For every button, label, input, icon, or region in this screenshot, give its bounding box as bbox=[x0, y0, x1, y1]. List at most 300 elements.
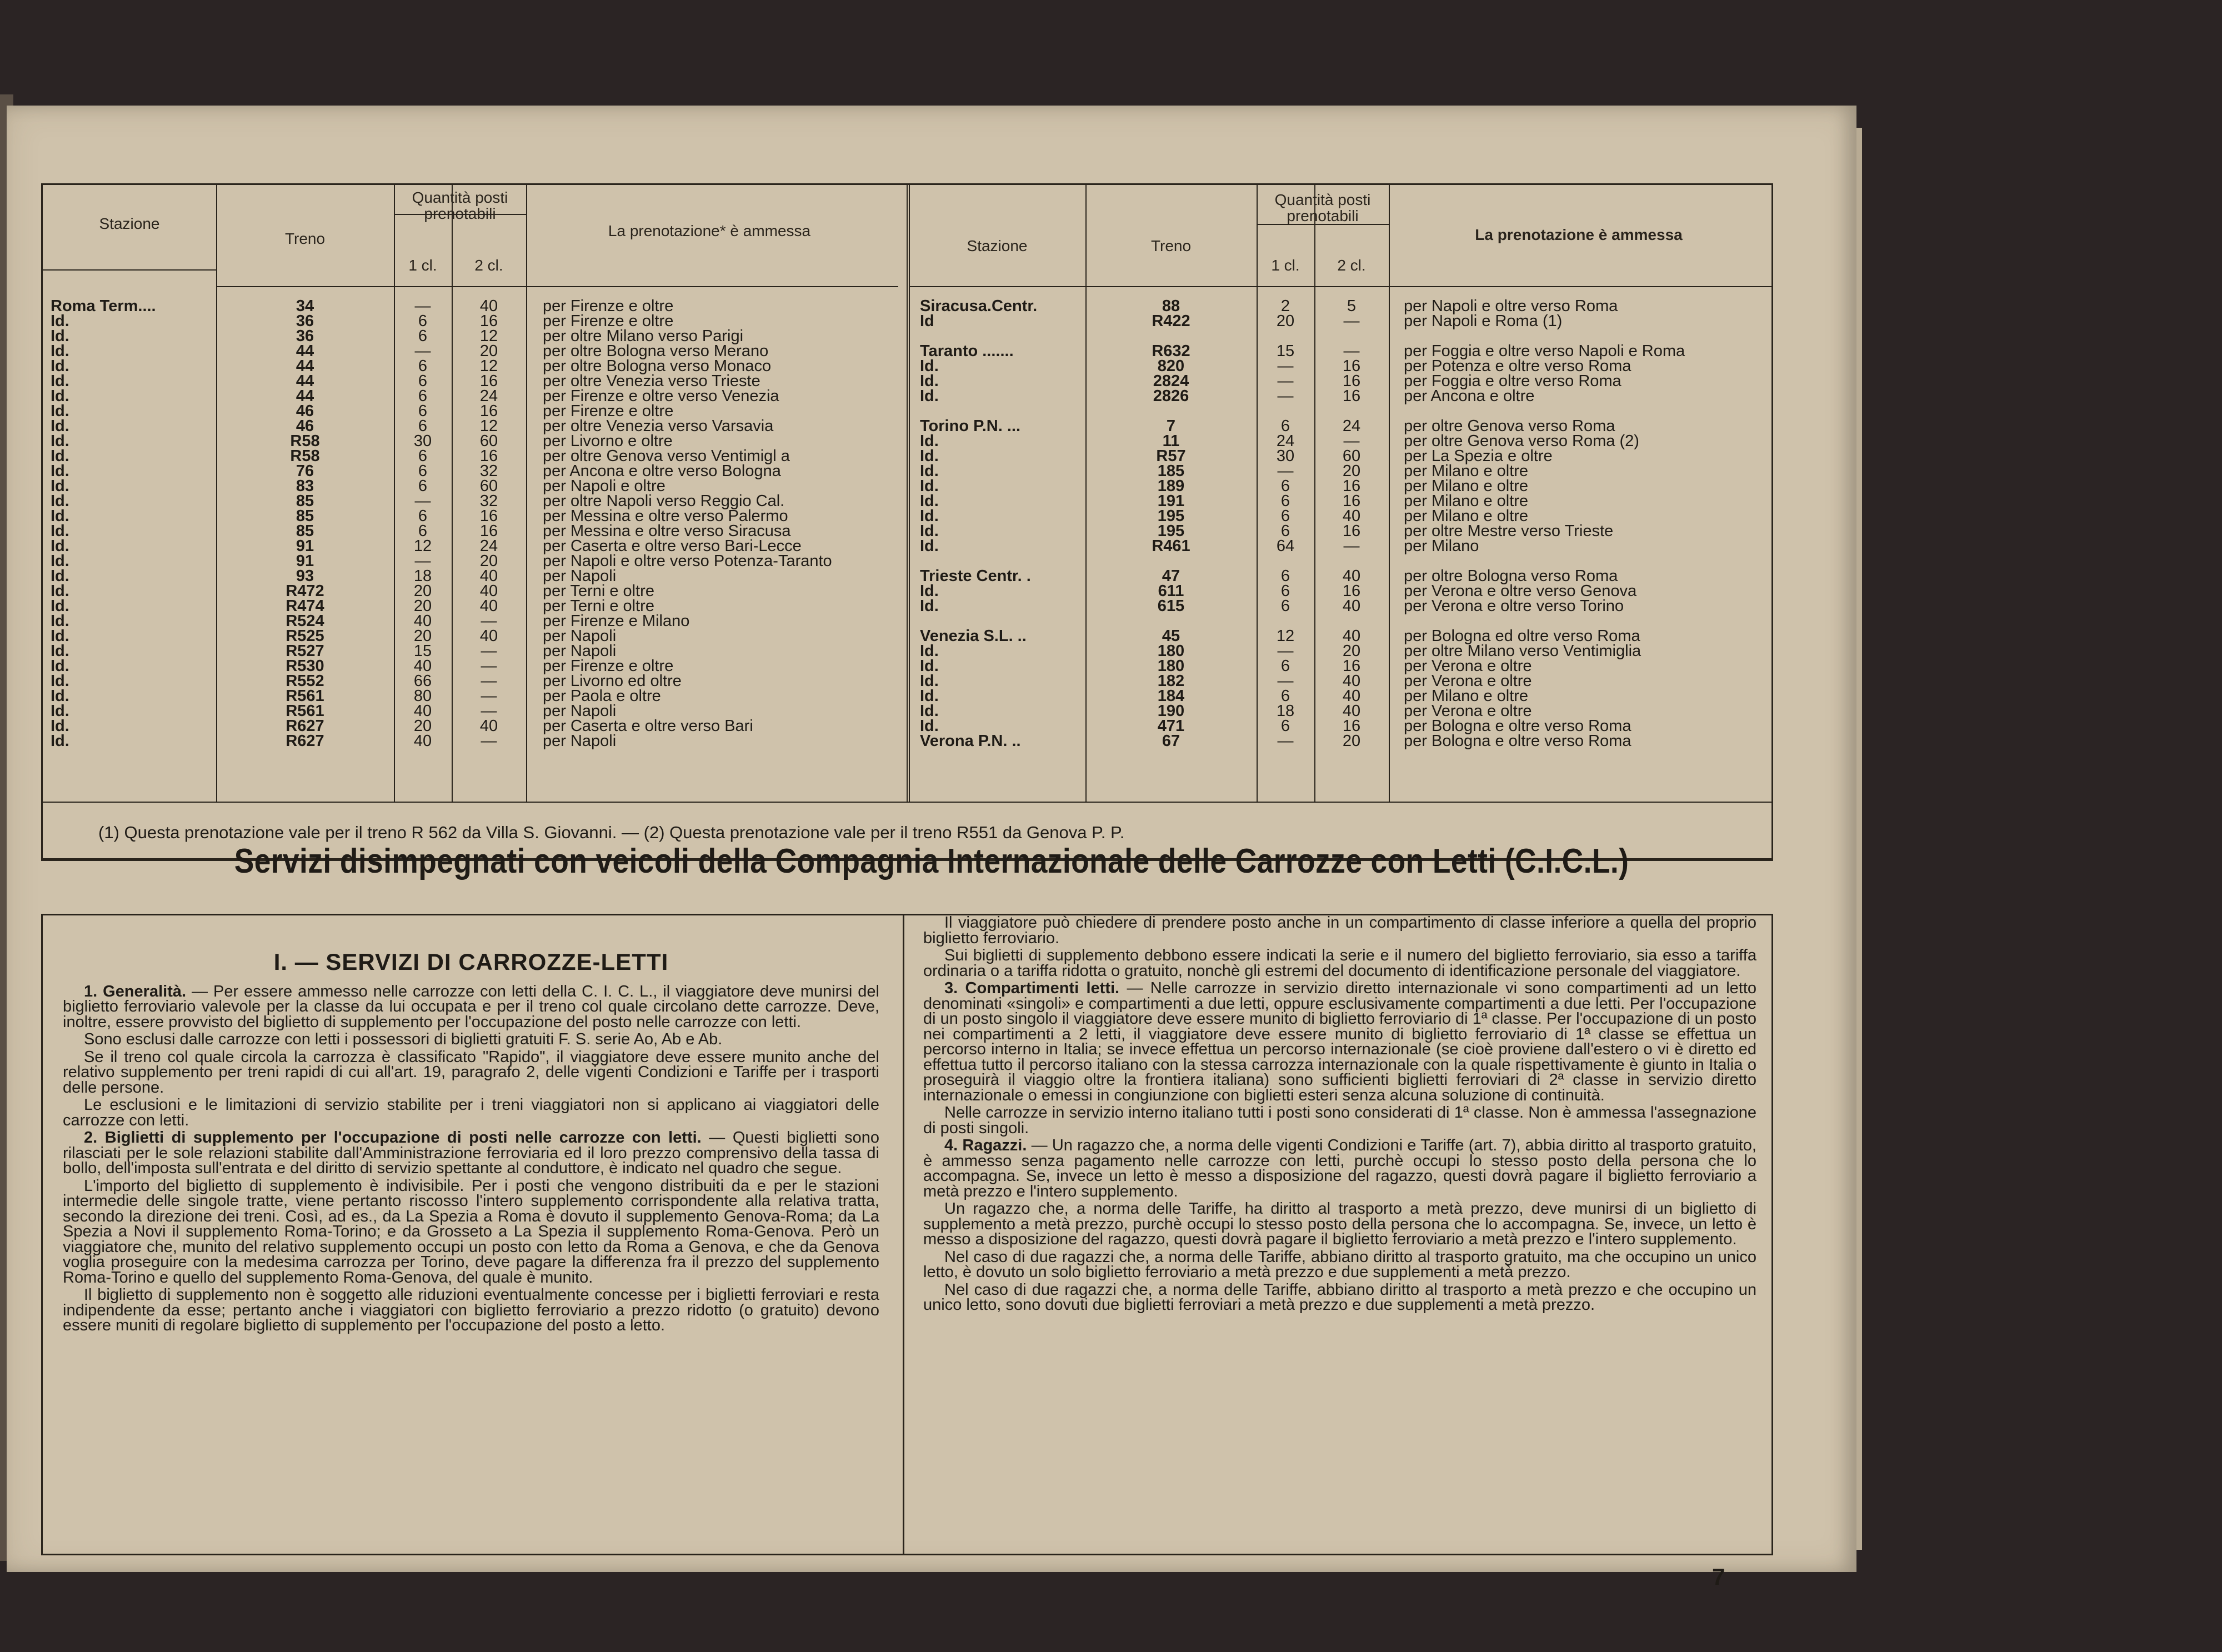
paragraph-heading: 2. Biglietti di supplemento per l'occupazione di posti nelle carrozze con letti. bbox=[84, 1129, 702, 1147]
first-class-cell: 6 bbox=[1280, 477, 1290, 495]
station-cell: Id. bbox=[51, 492, 69, 510]
first-class-cell bbox=[1257, 404, 1314, 419]
second-class-cell: 40 bbox=[479, 582, 498, 600]
train-cell: 88 bbox=[1162, 297, 1180, 315]
first-class-cell: 20 bbox=[413, 627, 432, 645]
station-cell: Id. bbox=[920, 702, 939, 720]
second-class-cell: 20 bbox=[1342, 642, 1361, 660]
first-class-cell: — bbox=[1277, 672, 1294, 690]
train-cell: R527 bbox=[286, 642, 324, 660]
train-cell bbox=[1085, 614, 1257, 629]
second-class-cell: 40 bbox=[479, 717, 498, 735]
station-cell: Id. bbox=[51, 312, 69, 330]
second-class-cell: — bbox=[481, 642, 497, 660]
station-cell: Id. bbox=[920, 372, 939, 390]
first-class-cell: — bbox=[1277, 357, 1294, 375]
destination-cell: per oltre Venezia verso Trieste bbox=[543, 372, 760, 390]
train-cell: 615 bbox=[1157, 597, 1185, 615]
destination-cell: per oltre Bologna verso Merano bbox=[543, 342, 769, 360]
second-class-cell: 40 bbox=[1342, 507, 1361, 525]
destination-cell: per Napoli e oltre bbox=[543, 477, 665, 495]
paragraph bbox=[923, 1202, 1756, 1248]
train-cell: 83 bbox=[296, 477, 314, 495]
second-class-cell: 16 bbox=[479, 522, 498, 540]
paragraph-text: — Questi biglietti sono rilasciati per le sole relazioni stabilite dall'Amministrazione ferroviaria ed il loro prezzo comprensivo della tassa di bollo, dell'imposta sull'entrata e del diritto di servizio spettante al conduttore, è indicato nel quadro che segue. bbox=[63, 1129, 879, 1177]
train-cell: 45 bbox=[1162, 627, 1180, 645]
header-treno: Treno bbox=[1150, 237, 1192, 254]
column-divider bbox=[526, 185, 527, 802]
second-class-cell: — bbox=[1343, 432, 1360, 450]
first-class-cell: — bbox=[1277, 387, 1294, 405]
paragraph bbox=[923, 1138, 1756, 1199]
station-cell: Id. bbox=[920, 537, 939, 555]
second-class-cell: 16 bbox=[1342, 657, 1361, 675]
first-class-cell: — bbox=[1277, 642, 1294, 660]
second-class-cell: 16 bbox=[479, 447, 498, 465]
paragraph-text: Il biglietto di supplemento non è soggetto alle riduzioni eventualmente concesse per i biglietti ferroviari e resta indipendente da esse; pertanto anche i viaggiatori con biglietto ferroviario a prezzo ridotto (o gratuito) devono essere muniti di regolare biglietto di supplemento per l'occupazione del posto a letto. bbox=[63, 1286, 879, 1334]
first-class-cell: — bbox=[414, 342, 431, 360]
station-cell: Id. bbox=[51, 327, 69, 345]
station-cell: Id. bbox=[51, 507, 69, 525]
second-class-cell: 16 bbox=[1342, 372, 1361, 390]
paragraph bbox=[63, 1050, 879, 1096]
header-prenotazione: La prenotazione è ammessa bbox=[1475, 226, 1683, 243]
paragraph-text: L'importo del biglietto di supplemento è indivisibile. Per i posti che vengono distribuiti da e per le stazioni intermedie delle singole tratte, viene pertanto riscosso l'intero supplemento corrispondente alla relativa tratta, secondo la direzione dei treni. Così, ad es., da La Spezia a Roma è dovuto il supplemento Genova-Roma; da La Spezia a Novi il supplemento Roma-Torino; e da Grosseto a La Spezia il supplemento Roma-Genova. Però un viaggiatore che, munito del relativo supplemento occupi un posto con letto da Roma a Genova, e che da Genova voglia proseguire con la medesima carrozza per Torino, deve pagare la differenza fra il prezzo del supplemento Roma-Torino e quello del supplemento Roma-Genova, del quale è munito. bbox=[63, 1177, 879, 1286]
train-cell: 36 bbox=[296, 327, 314, 345]
paragraph-text: Se il treno col quale circola la carrozza è classificato "Rapido", il viaggiatore deve essere munito anche del relativo supplemento per treni rapidi di cui all'art. 19, paragrafo 2, delle vigenti Condizioni e Tariffe per i trasporti delle persone. bbox=[63, 1048, 879, 1097]
station-cell: Id. bbox=[920, 657, 939, 675]
timetable-left bbox=[43, 185, 898, 802]
header-cl1: 1 cl. bbox=[408, 257, 437, 274]
second-class-cell: 16 bbox=[479, 312, 498, 330]
train-cell: R524 bbox=[286, 612, 324, 630]
first-class-cell: 6 bbox=[418, 357, 428, 375]
station-cell: Id. bbox=[51, 357, 69, 375]
train-cell: R561 bbox=[286, 702, 324, 720]
destination-cell: per oltre Bologna verso Monaco bbox=[543, 357, 772, 375]
train-cell: R461 bbox=[1152, 537, 1190, 555]
destination-cell: per Verona e oltre bbox=[1404, 657, 1532, 675]
first-class-cell: 40 bbox=[413, 612, 432, 630]
train-cell: R632 bbox=[1152, 342, 1190, 360]
second-class-cell: — bbox=[481, 687, 497, 705]
header-rule bbox=[1257, 286, 1773, 287]
destination-cell: per Firenze e oltre verso Venezia bbox=[543, 387, 779, 405]
second-class-cell: 24 bbox=[1342, 417, 1361, 435]
first-class-cell: 66 bbox=[413, 672, 432, 690]
page-number: 7 bbox=[1712, 1564, 1725, 1590]
train-cell: 191 bbox=[1157, 492, 1185, 510]
first-class-cell: 15 bbox=[1276, 342, 1295, 360]
first-class-cell: 6 bbox=[1280, 717, 1290, 735]
destination-cell: per Messina e oltre verso Palermo bbox=[543, 507, 788, 525]
destination-cell: per Milano e oltre bbox=[1404, 687, 1529, 705]
destination-cell: per oltre Venezia verso Varsavia bbox=[543, 417, 774, 435]
second-class-cell: 5 bbox=[1347, 297, 1357, 315]
destination-cell: per oltre Milano verso Ventimiglia bbox=[1404, 642, 1642, 660]
paragraph bbox=[923, 981, 1756, 1103]
destination-cell: per oltre Genova verso Roma bbox=[1404, 417, 1615, 435]
station-cell: Id. bbox=[51, 417, 69, 435]
timetable-right bbox=[907, 185, 1773, 802]
second-class-cell: 16 bbox=[1342, 582, 1361, 600]
destination-cell: per Firenze e Milano bbox=[543, 612, 690, 630]
first-class-cell: 6 bbox=[418, 402, 428, 420]
station-cell: Torino P.N. ... bbox=[920, 417, 1020, 435]
train-cell: R422 bbox=[1152, 312, 1190, 330]
destination-cell: per Caserta e oltre verso Bari-Lecce bbox=[543, 537, 802, 555]
second-class-cell: 20 bbox=[1342, 732, 1361, 750]
paragraph bbox=[923, 1250, 1756, 1280]
train-cell: 85 bbox=[296, 507, 314, 525]
second-class-cell: 40 bbox=[1342, 627, 1361, 645]
first-class-cell: 6 bbox=[418, 387, 428, 405]
first-class-cell bbox=[1257, 329, 1314, 344]
station-cell: Id bbox=[920, 312, 934, 330]
station-cell: Id. bbox=[920, 462, 939, 480]
destination-cell: per Firenze e oltre bbox=[543, 402, 674, 420]
column-divider bbox=[903, 915, 904, 1554]
second-class-cell: 40 bbox=[1342, 687, 1361, 705]
station-cell: Id. bbox=[51, 342, 69, 360]
destination-cell: per Foggia e oltre verso Roma bbox=[1404, 372, 1622, 390]
train-cell: 190 bbox=[1157, 702, 1185, 720]
destination-cell: per Verona e oltre verso Genova bbox=[1404, 582, 1637, 600]
station-cell: Id. bbox=[920, 447, 939, 465]
station-cell: Id. bbox=[920, 717, 939, 735]
destination-cell: per Milano e oltre bbox=[1404, 492, 1529, 510]
first-class-cell: 40 bbox=[413, 657, 432, 675]
destination-cell: per Verona e oltre bbox=[1404, 672, 1532, 690]
train-cell: 46 bbox=[296, 417, 314, 435]
train-cell: 44 bbox=[296, 387, 314, 405]
first-class-cell: 6 bbox=[1280, 507, 1290, 525]
second-class-cell: 24 bbox=[479, 537, 498, 555]
destination-cell: per Milano bbox=[1404, 537, 1479, 555]
train-cell: 195 bbox=[1157, 522, 1185, 540]
paragraph-text: Il viaggiatore può chiedere di prendere posto anche in un compartimento di classe inferiore a quella del proprio biglietto ferroviario. bbox=[923, 914, 1756, 947]
first-class-cell: 18 bbox=[1276, 702, 1295, 720]
second-class-cell: — bbox=[481, 657, 497, 675]
train-cell: 44 bbox=[296, 342, 314, 360]
train-cell: R530 bbox=[286, 657, 324, 675]
station-cell: Id. bbox=[920, 672, 939, 690]
second-class-cell: 40 bbox=[1342, 672, 1361, 690]
second-class-cell: 16 bbox=[479, 372, 498, 390]
destination-cell: per Milano e oltre bbox=[1404, 477, 1529, 495]
second-class-cell: — bbox=[1343, 342, 1360, 360]
header-prenotazione: La prenotazione* è ammessa bbox=[608, 222, 811, 239]
first-class-cell: 6 bbox=[1280, 522, 1290, 540]
second-class-cell: 40 bbox=[1342, 597, 1361, 615]
station-cell: Verona P.N. .. bbox=[920, 732, 1021, 750]
paragraph-text: — Nelle carrozze in servizio diretto internazionale vi sono compartimenti ad un letto denominati «singoli» e compartimenti a due letti, oppure esclusivamente compartimenti a due letti. Per l'occupazione di un posto singolo il viaggiatore deve essere munito di biglietto ferroviario di 1ª classe. Per l'occupazione di un posto nei compartimenti a 2 letti, il viaggiatore deve essere munito di biglietto ferroviario di 1ª classe se effettua un percorso interno in Italia; se invece effettua un percorso internazionale (se cioè proviene dall'estero o vi è diretto ed effettua tutto il percorso italiano con la stessa carrozza internazionale con la quale rispettivamente è giunto in Italia o proseguirà il viaggio oltre la frontiera italiana) sono sufficienti biglietti ferroviari di 2ª classe in servizio diretto internazionale o emessi in congiunzione con biglietti esteri senza alcuna soluzione di continuità. bbox=[923, 979, 1757, 1104]
table-footnote: (1) Questa prenotazione vale per il treno R 562 da Villa S. Giovanni. — (2) Questa prenotazione vale per il treno R551 da Genova P. P. bbox=[98, 823, 1125, 842]
station-cell: Id. bbox=[51, 672, 69, 690]
paragraph-text: Sono esclusi dalle carrozze con letti i possessori di biglietti gratuiti F. S. serie Ao, Ab e Ab. bbox=[84, 1030, 723, 1048]
first-class-cell: 6 bbox=[1280, 582, 1290, 600]
station-cell: Id. bbox=[51, 462, 69, 480]
paragraph bbox=[923, 915, 1756, 946]
destination-cell: per Foggia e oltre verso Napoli e Roma bbox=[1404, 342, 1685, 360]
first-class-cell: 20 bbox=[1276, 312, 1295, 330]
second-class-cell: 16 bbox=[479, 402, 498, 420]
header-rule bbox=[43, 269, 216, 271]
train-cell: 91 bbox=[296, 552, 314, 570]
column-divider bbox=[907, 185, 908, 802]
second-class-cell: 40 bbox=[1342, 567, 1361, 585]
first-class-cell: — bbox=[1277, 372, 1294, 390]
train-cell: 47 bbox=[1162, 567, 1180, 585]
first-class-cell: 6 bbox=[1280, 492, 1290, 510]
station-cell: Id. bbox=[51, 537, 69, 555]
second-class-cell: — bbox=[481, 612, 497, 630]
timetable bbox=[41, 183, 1773, 861]
paragraph-text: Un ragazzo che, a norma delle Tariffe, ha diritto al trasporto a metà prezzo, deve munirsi di un biglietto di supplemento a metà prezzo, purchè occupi lo stesso posto della persona che lo accompagna. Se, invece, un letto è messo a disposizione del ragazzo, questi dovrà pagare il biglietto ferroviario a metà prezzo e l'intero supplemento. bbox=[923, 1200, 1756, 1248]
train-cell: 185 bbox=[1157, 462, 1185, 480]
station-cell: Id. bbox=[51, 687, 69, 705]
station-cell: Id. bbox=[920, 522, 939, 540]
train-cell bbox=[1085, 329, 1257, 344]
destination-cell: per La Spezia e oltre bbox=[1404, 447, 1553, 465]
first-class-cell: 6 bbox=[418, 327, 428, 345]
first-class-cell: 30 bbox=[1276, 447, 1295, 465]
station-cell: Id. bbox=[920, 582, 939, 600]
first-class-cell: 40 bbox=[413, 732, 432, 750]
train-cell: 44 bbox=[296, 357, 314, 375]
left-paragraphs bbox=[63, 984, 879, 1334]
destination-cell: per Messina e oltre verso Siracusa bbox=[543, 522, 791, 540]
second-class-cell: 12 bbox=[479, 357, 498, 375]
station-cell: Id. bbox=[51, 582, 69, 600]
first-class-cell: 6 bbox=[1280, 417, 1290, 435]
station-cell: Id. bbox=[920, 477, 939, 495]
station-cell: Id. bbox=[51, 657, 69, 675]
train-cell: 85 bbox=[296, 492, 314, 510]
first-class-cell: — bbox=[414, 492, 431, 510]
subsection-title: I. — SERVIZI DI CARROZZE-LETTI bbox=[273, 949, 669, 975]
header-cl1: 1 cl. bbox=[1271, 257, 1300, 274]
first-class-cell bbox=[1257, 554, 1314, 569]
second-class-cell: 40 bbox=[479, 297, 498, 315]
destination-cell: per Milano e oltre bbox=[1404, 507, 1529, 525]
first-class-cell: — bbox=[1277, 732, 1294, 750]
second-class-cell: — bbox=[1343, 312, 1360, 330]
train-cell: 93 bbox=[296, 567, 314, 585]
second-class-cell: 24 bbox=[479, 387, 498, 405]
station-cell: Venezia S.L. .. bbox=[920, 627, 1027, 645]
first-class-cell: 6 bbox=[418, 522, 428, 540]
station-cell: Id. bbox=[51, 447, 69, 465]
train-cell: R58 bbox=[290, 447, 320, 465]
train-cell: 611 bbox=[1158, 582, 1184, 600]
destination-cell: per Livorno e oltre bbox=[543, 432, 673, 450]
paragraph bbox=[923, 1105, 1756, 1136]
second-class-cell: 60 bbox=[479, 432, 498, 450]
paragraph-text: — Per essere ammesso nelle carrozze con letti della C. I. C. L., il viaggiatore deve munirsi del biglietto ferroviario valevole per la classe da lui occupata e per il treno col quale circolano dette carrozze. Deve, inoltre, essere provvisto del biglietto di supplemento per l'occupazione del posto nelle carrozze con letti. bbox=[63, 982, 879, 1031]
second-class-cell: 16 bbox=[1342, 357, 1361, 375]
destination-cell: per Caserta e oltre verso Bari bbox=[543, 717, 753, 735]
paragraph-heading: 4. Ragazzi. bbox=[944, 1137, 1027, 1154]
first-class-cell: 6 bbox=[1280, 567, 1290, 585]
paragraph bbox=[923, 1280, 1756, 1314]
destination-cell: per Terni e oltre bbox=[543, 582, 654, 600]
first-class-cell: 6 bbox=[1280, 597, 1290, 615]
second-class-cell: 12 bbox=[479, 417, 498, 435]
first-class-cell: 12 bbox=[413, 537, 432, 555]
station-cell: Id. bbox=[51, 597, 69, 615]
first-class-cell: 20 bbox=[413, 582, 432, 600]
destination-cell: per oltre Genova verso Roma (2) bbox=[1404, 432, 1639, 450]
column-divider bbox=[909, 185, 910, 802]
second-class-cell bbox=[1314, 329, 1389, 344]
second-class-cell: — bbox=[481, 672, 497, 690]
paragraph-heading: 3. Compartimenti letti. bbox=[944, 979, 1120, 997]
station-cell: Id. bbox=[51, 402, 69, 420]
station-cell: Id. bbox=[920, 387, 939, 405]
train-cell: 85 bbox=[296, 522, 314, 540]
paragraph-text: — Un ragazzo che, a norma delle vigenti Condizioni e Tariffe (art. 7), abbia diritto al trasporto gratuito, è ammesso senza pagamento nelle carrozze con letti, purchè occupi lo stesso posto della persona che lo accompagna. Se, invece un letto è messo a disposizione del ragazzo, questi dovrà pagare il biglietto ferroviario a metà prezzo e l'intero supplemento. bbox=[923, 1137, 1756, 1200]
header-stazione: Stazione bbox=[99, 215, 160, 232]
second-class-cell bbox=[1314, 404, 1389, 419]
station-cell: Id. bbox=[51, 627, 69, 645]
header-cl2: 2 cl. bbox=[1337, 257, 1366, 274]
first-class-cell: 80 bbox=[413, 687, 432, 705]
destination-cell: per oltre Bologna verso Roma bbox=[1404, 567, 1618, 585]
first-class-cell bbox=[1257, 614, 1314, 629]
paragraph bbox=[63, 984, 879, 1030]
destination-cell: per Napoli bbox=[543, 627, 617, 645]
destination-cell: per Napoli bbox=[543, 567, 617, 585]
station-cell: Siracusa.Centr. bbox=[920, 297, 1038, 315]
first-class-cell: 40 bbox=[413, 702, 432, 720]
train-cell: R627 bbox=[286, 732, 324, 750]
destination-cell: per Napoli e oltre verso Potenza-Taranto bbox=[543, 552, 832, 570]
second-class-cell: 20 bbox=[479, 342, 498, 360]
paragraph bbox=[63, 1032, 879, 1048]
train-cell: 195 bbox=[1157, 507, 1185, 525]
station-cell: Id. bbox=[51, 732, 69, 750]
footer-rule bbox=[43, 802, 1771, 803]
train-cell: 820 bbox=[1157, 357, 1185, 375]
paragraph-text: Nel caso di due ragazzi che, a norma delle Tariffe, abbiano diritto al trasporto a metà prezzo e che occupino un unico letto, sono dovuti due biglietti ferroviari a metà prezzo e due supplementi a metà prezzo. bbox=[923, 1280, 1756, 1314]
paragraph-text: Nel caso di due ragazzi che, a norma delle Tariffe, abbiano diritto al trasporto gratuito, ma che occupino un unico letto, è dovuto un solo biglietto ferroviario a metà prezzo e due supplementi a metà prezzo. bbox=[923, 1248, 1756, 1281]
right-paragraphs bbox=[923, 915, 1756, 1313]
station-cell: Id. bbox=[920, 687, 939, 705]
train-cell: 46 bbox=[296, 402, 314, 420]
second-class-cell: 12 bbox=[479, 327, 498, 345]
destination-cell: per Verona e oltre bbox=[1404, 702, 1532, 720]
paragraph bbox=[63, 1130, 879, 1177]
second-class-cell: 16 bbox=[1342, 717, 1361, 735]
train-cell: R474 bbox=[286, 597, 324, 615]
train-cell: 36 bbox=[296, 312, 314, 330]
train-cell: R57 bbox=[1156, 447, 1186, 465]
paragraph bbox=[63, 1288, 879, 1334]
station-cell: Id. bbox=[51, 432, 69, 450]
destination-cell: per oltre Napoli verso Reggio Cal. bbox=[543, 492, 785, 510]
destination-cell: per Livorno ed oltre bbox=[543, 672, 682, 690]
destination-cell: per oltre Milano verso Parigi bbox=[543, 327, 744, 345]
station-cell: Id. bbox=[51, 522, 69, 540]
station-cell: Id. bbox=[920, 507, 939, 525]
train-cell: R552 bbox=[286, 672, 324, 690]
first-class-cell: 6 bbox=[418, 447, 428, 465]
text-section bbox=[41, 914, 1773, 1555]
train-cell bbox=[1085, 404, 1257, 419]
header-cl2: 2 cl. bbox=[474, 257, 503, 274]
station-cell: Id. bbox=[920, 357, 939, 375]
train-cell: 180 bbox=[1157, 642, 1185, 660]
second-class-cell: 40 bbox=[479, 627, 498, 645]
destination-cell: per oltre Genova verso Ventimigl a bbox=[543, 447, 790, 465]
first-class-cell: — bbox=[1277, 462, 1294, 480]
first-class-cell: 6 bbox=[418, 312, 428, 330]
destination-cell: per Ancona e oltre verso Bologna bbox=[543, 462, 781, 480]
first-class-cell: 2 bbox=[1280, 297, 1290, 315]
first-class-cell: 6 bbox=[1280, 687, 1290, 705]
train-cell: R58 bbox=[290, 432, 320, 450]
first-class-cell: 6 bbox=[418, 372, 428, 390]
first-class-cell: 6 bbox=[418, 462, 428, 480]
train-cell: 11 bbox=[1162, 432, 1180, 450]
destination-cell: per oltre Mestre verso Trieste bbox=[1404, 522, 1614, 540]
second-class-cell: 60 bbox=[1342, 447, 1361, 465]
header-stazione: Stazione bbox=[967, 237, 1028, 254]
first-class-cell: 15 bbox=[413, 642, 432, 660]
train-cell: R525 bbox=[286, 627, 324, 645]
text-column-left bbox=[63, 915, 879, 1336]
first-class-cell: 30 bbox=[413, 432, 432, 450]
train-cell: 189 bbox=[1157, 477, 1185, 495]
first-class-cell: 6 bbox=[418, 507, 428, 525]
second-class-cell: 16 bbox=[1342, 477, 1361, 495]
first-class-cell: 20 bbox=[413, 597, 432, 615]
train-cell: R472 bbox=[286, 582, 324, 600]
header-treno: Treno bbox=[284, 230, 326, 247]
first-class-cell: 24 bbox=[1276, 432, 1295, 450]
destination-cell: per Napoli bbox=[543, 732, 617, 750]
destination-cell: per Napoli bbox=[543, 702, 617, 720]
header-quantita: Quantità posti prenotabili bbox=[1274, 191, 1371, 225]
paragraph-text: Sui biglietti di supplemento debbono essere indicati la serie e il numero del biglietto ferroviario, sia esso a tariffa ordinaria o a tariffa ridotta o gratuito, nonchè gli estremi del documento di identificazione personale del viaggiatore. bbox=[923, 947, 1756, 980]
header-rule bbox=[909, 286, 1257, 287]
station-cell: Id. bbox=[51, 567, 69, 585]
first-class-cell: 6 bbox=[418, 477, 428, 495]
train-cell: 76 bbox=[296, 462, 314, 480]
first-class-cell: — bbox=[414, 552, 431, 570]
train-cell: 471 bbox=[1157, 717, 1185, 735]
second-class-cell: — bbox=[1343, 537, 1360, 555]
destination-cell: per Verona e oltre verso Torino bbox=[1404, 597, 1624, 615]
first-class-cell: 6 bbox=[1280, 657, 1290, 675]
station-cell: Id. bbox=[51, 552, 69, 570]
station-cell: Roma Term.... bbox=[51, 297, 156, 315]
train-cell: 7 bbox=[1166, 417, 1176, 435]
section-title: Servizi disimpegnati con veicoli della Compagnia Internazionale delle Carrozze con Letti (C.I.C.L.) bbox=[234, 842, 1629, 880]
second-class-cell: 20 bbox=[479, 552, 498, 570]
station-cell: Id. bbox=[51, 717, 69, 735]
destination-cell: per Firenze e oltre bbox=[543, 297, 674, 315]
train-cell: 184 bbox=[1157, 687, 1185, 705]
second-class-cell: 40 bbox=[479, 567, 498, 585]
second-class-cell: 60 bbox=[479, 477, 498, 495]
second-class-cell: — bbox=[481, 732, 497, 750]
station-cell: Id. bbox=[920, 432, 939, 450]
station-cell: Id. bbox=[51, 702, 69, 720]
train-cell: R561 bbox=[286, 687, 324, 705]
second-class-cell: 32 bbox=[479, 462, 498, 480]
